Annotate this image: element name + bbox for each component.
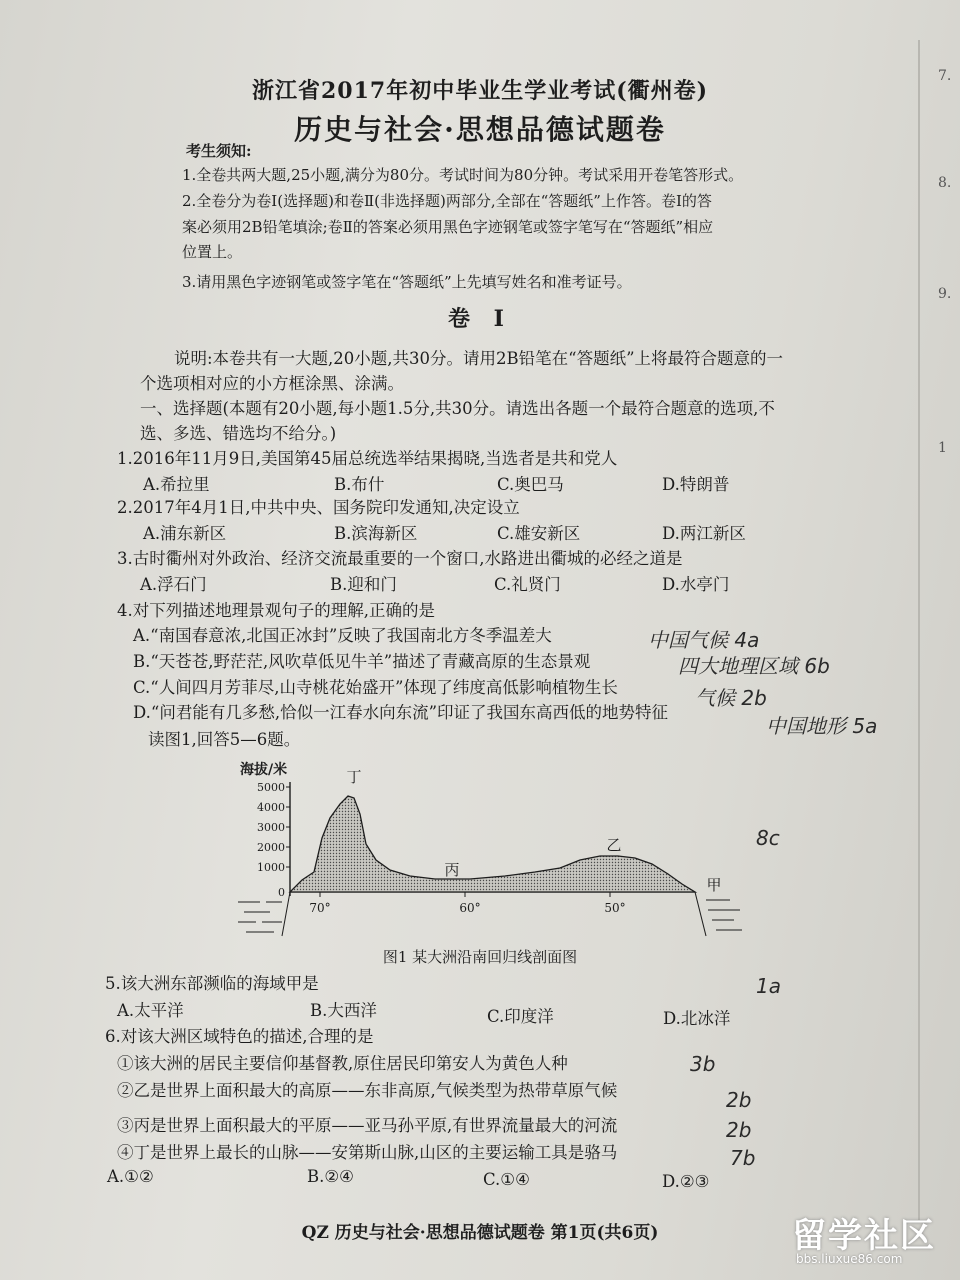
- q6-option-c: C.①④: [483, 1170, 530, 1189]
- y-tick-label: 0: [278, 886, 285, 899]
- label-jia: 甲: [706, 876, 722, 894]
- q3-option-a: A.浮石门: [140, 575, 207, 594]
- q6-item-3: ③丙是世界上面积最大的平原——亚马孙平原,有世界流量最大的河流: [117, 1116, 618, 1135]
- notice-line: 位置上。: [182, 243, 243, 261]
- east-sea-hatch: [695, 892, 742, 936]
- q1-option-a: A.希拉里: [143, 475, 210, 494]
- handwritten-note: 气候 2b: [695, 686, 767, 710]
- section-heading: 一、选择题(本题有20小题,每小题1.5分,共30分。请选出各题一个最符合题意的选项,不: [140, 399, 775, 418]
- q6-option-d: D.②③: [662, 1172, 710, 1191]
- y-tick-label: 3000: [257, 821, 285, 834]
- page-footer: QZ 历史与社会·思想品德试题卷 第1页(共6页): [301, 1223, 659, 1243]
- q5-option-d: D.北冰洋: [663, 1009, 731, 1028]
- exam-title: 浙江省2017年初中毕业生学业考试(衢州卷): [251, 78, 709, 104]
- notice-line: 3.请用黑色字迹钢笔或签字笔在“答题纸”上先填写姓名和准考证号。: [182, 273, 632, 291]
- page-fold-line: [918, 40, 920, 1220]
- handwritten-note: 3b: [690, 1052, 716, 1076]
- q5-option-a: A.太平洋: [117, 1001, 184, 1020]
- instructions-line: 说明:本卷共有一大题,20小题,共30分。请用2B铅笔在“答题纸”上将最符合题意的一: [174, 349, 784, 368]
- handwritten-note: 2b: [726, 1118, 752, 1142]
- handwritten-note: 中国气候 4a: [648, 628, 760, 652]
- q1-option-b: B.布什: [334, 475, 385, 494]
- figure-instruction: 读图1,回答5—6题。: [148, 730, 301, 749]
- terrain-profile: [290, 796, 695, 892]
- notice-line: 2.全卷分为卷Ⅰ(选择题)和卷Ⅱ(非选择题)两部分,全部在“答题纸”上作答。卷Ⅰ的答: [182, 192, 712, 210]
- question-2-stem: 2.2017年4月1日,中共中央、国务院印发通知,决定设立: [117, 498, 520, 517]
- q6-option-b: B.②④: [307, 1167, 354, 1186]
- figure-caption: 图1 某大洲沿南回归线剖面图: [382, 948, 578, 966]
- volume-heading: 卷 Ⅰ: [448, 306, 512, 332]
- handwritten-note: 四大地理区域 6b: [678, 654, 830, 678]
- q1-option-c: C.奥巴马: [497, 475, 564, 494]
- watermark-title: 留学社区: [792, 1216, 936, 1256]
- y-tick-label: 2000: [257, 841, 285, 854]
- handwritten-note: 中国地形 5a: [766, 714, 878, 738]
- y-tick-label: 5000: [257, 781, 285, 794]
- y-axis-label: 海拔/米: [240, 762, 288, 778]
- edge-question-number: 8.: [938, 175, 952, 191]
- edge-question-number: 1: [938, 440, 947, 456]
- q5-option-b: B.大西洋: [310, 1001, 377, 1020]
- x-tick-label: 50°: [604, 901, 626, 915]
- handwritten-note: 2b: [726, 1088, 752, 1112]
- question-4-stem: 4.对下列描述地理景观句子的理解,正确的是: [117, 601, 435, 620]
- q6-item-4: ④丁是世界上最长的山脉——安第斯山脉,山区的主要运输工具是骆马: [117, 1143, 618, 1162]
- q2-option-a: A.浦东新区: [143, 524, 227, 543]
- handwritten-note: 8c: [756, 826, 780, 850]
- x-tick-label: 60°: [459, 901, 481, 915]
- edge-question-number: 7.: [938, 68, 952, 84]
- q2-option-b: B.滨海新区: [334, 524, 418, 543]
- label-yi: 乙: [606, 836, 622, 854]
- y-tick-label: 1000: [257, 861, 285, 874]
- exam-subtitle: 历史与社会·思想品德试题卷: [294, 113, 666, 146]
- q3-option-d: D.水亭门: [662, 575, 730, 594]
- elevation-profile-figure: [230, 756, 790, 956]
- notice-heading: 考生须知:: [186, 142, 252, 160]
- handwritten-note: 1a: [756, 974, 781, 998]
- q2-option-d: D.两江新区: [662, 524, 746, 543]
- q4-option-c: C.“人间四月芳菲尽,山寺桃花始盛开”体现了纬度高低影响植物生长: [133, 678, 618, 697]
- label-ding: 丁: [346, 768, 362, 786]
- y-tick-label: 4000: [257, 801, 285, 814]
- x-tick-label: 70°: [309, 901, 331, 915]
- edge-question-number: 9.: [938, 286, 952, 302]
- q4-option-a: A.“南国春意浓,北国正冰封”反映了我国南北方冬季温差大: [133, 626, 552, 645]
- question-6-stem: 6.对该大洲区域特色的描述,合理的是: [105, 1027, 374, 1046]
- instructions-line: 个选项相对应的小方框涂黑、涂满。: [140, 374, 404, 393]
- q6-item-1: ①该大洲的居民主要信仰基督教,原住居民印第安人为黄色人种: [117, 1054, 568, 1073]
- section-heading: 选、多选、错选均不给分。): [140, 424, 337, 443]
- q1-option-d: D.特朗普: [662, 475, 730, 494]
- q5-option-c: C.印度洋: [487, 1007, 554, 1026]
- q3-option-c: C.礼贤门: [494, 575, 561, 594]
- q4-option-b: B.“天苍苍,野茫茫,风吹草低见牛羊”描述了青藏高原的生态景观: [133, 652, 591, 671]
- watermark-logo: [792, 1208, 942, 1270]
- notice-line: 1.全卷共两大题,25小题,满分为80分。考试时间为80分钟。考试采用开卷笔答形式。: [182, 166, 744, 184]
- label-bing: 丙: [444, 861, 460, 879]
- q6-option-a: A.①②: [107, 1167, 154, 1186]
- handwritten-note: 7b: [730, 1146, 756, 1170]
- q4-option-d: D.“问君能有几多愁,恰似一江春水向东流”印证了我国东高西低的地势特征: [133, 703, 669, 722]
- q3-option-b: B.迎和门: [330, 575, 397, 594]
- question-1-stem: 1.2016年11月9日,美国第45届总统选举结果揭晓,当选者是共和党人: [117, 449, 618, 468]
- question-5-stem: 5.该大洲东部濒临的海域甲是: [105, 974, 319, 993]
- question-3-stem: 3.古时衢州对外政治、经济交流最重要的一个窗口,水路进出衢城的必经之道是: [117, 549, 683, 568]
- watermark-url: bbs.liuxue86.com: [796, 1252, 903, 1266]
- q6-item-2: ②乙是世界上面积最大的高原——东非高原,气候类型为热带草原气候: [117, 1081, 618, 1100]
- q2-option-c: C.雄安新区: [497, 524, 581, 543]
- notice-line: 案必须用2B铅笔填涂;卷Ⅱ的答案必须用黑色字迹钢笔或签字笔写在“答题纸”相应: [182, 218, 714, 236]
